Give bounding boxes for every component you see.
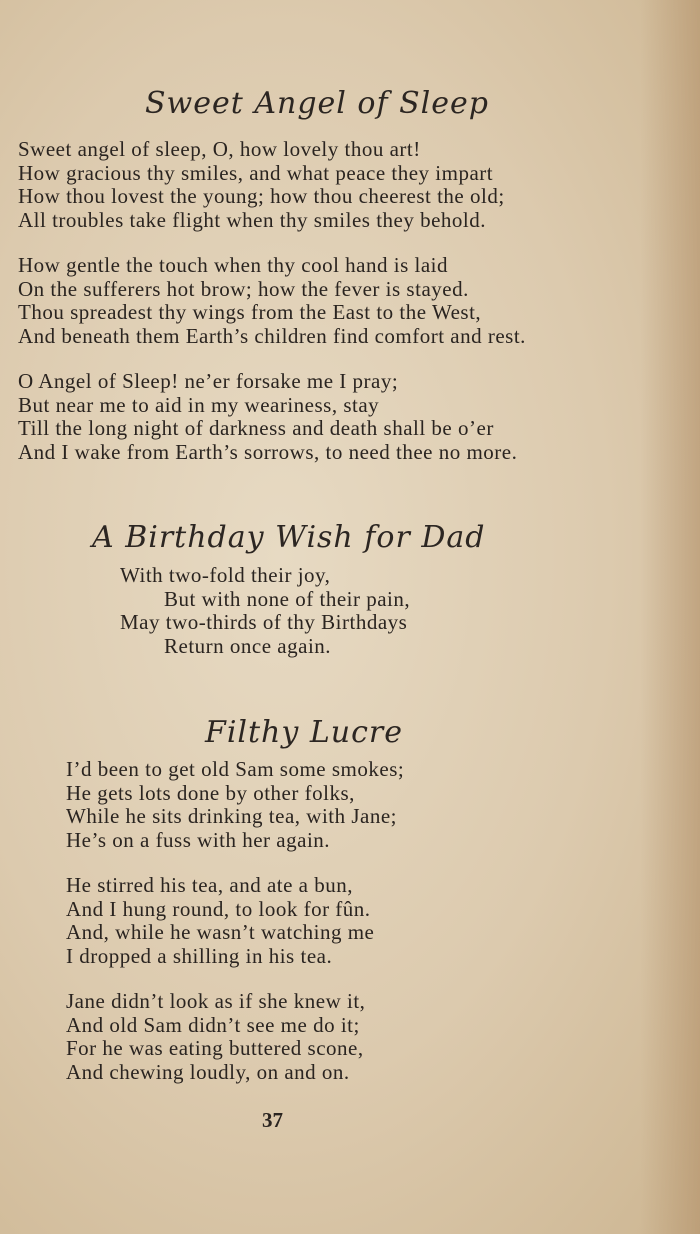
poem-line: On the sufferers hot brow; how the fever is stayed.	[18, 276, 469, 301]
stanza-gap	[18, 348, 526, 370]
poem-line: While he sits drinking tea, with Jane;	[66, 804, 398, 828]
poem-line: I dropped a shilling in his tea.	[66, 943, 333, 968]
poem-line: And old Sam didn’t see me do it;	[66, 1012, 360, 1037]
poem-body-sweet-angel	[18, 138, 526, 464]
poem-line: And I hung round, to look for fûn.	[66, 896, 371, 921]
poem-body-filthy-lucre	[66, 758, 404, 1084]
poem-line: I’d been to get old Sam some smokes;	[66, 757, 405, 781]
poem-line: May two-thirds of thy Birthdays	[120, 610, 408, 634]
poem-line: And I wake from Earth’s sorrows, to need thee no more.	[18, 439, 518, 464]
poem-line: He gets lots done by other folks,	[66, 780, 355, 805]
poem-title-birthday-wish: A Birthday Wish for Dad	[92, 520, 486, 555]
poem-line: All troubles take flight when thy smiles they behold.	[18, 207, 487, 232]
poem-line: And, while he wasn’t watching me	[66, 920, 375, 944]
stanza-gap	[18, 232, 526, 254]
poem-line: And beneath them Earth’s children find comfort and rest.	[18, 323, 526, 348]
poem-line: How gentle the touch when thy cool hand is laid	[18, 253, 448, 277]
poem-line: Jane didn’t look as if she knew it,	[66, 989, 366, 1013]
stanza-gap	[66, 968, 404, 990]
poem-line: He’s on a fuss with her again.	[66, 827, 331, 852]
poem-line: Thou spreadest thy wings from the East to the West,	[18, 300, 482, 324]
poem-line: With two-fold their joy,	[120, 563, 331, 587]
poem-title-filthy-lucre: Filthy Lucre	[205, 715, 404, 750]
poem-line: But with none of their pain,	[164, 586, 411, 611]
poem-title-sweet-angel: Sweet Angel of Sleep	[145, 86, 489, 121]
poem-line: How thou lovest the young; how thou cheerest the old;	[18, 184, 505, 208]
poem-line: Till the long night of darkness and death shall be o’er	[18, 416, 494, 440]
poem-line: For he was eating buttered scone,	[66, 1036, 364, 1060]
poem-line: He stirred his tea, and ate a bun,	[66, 873, 353, 897]
page-number: 37	[262, 1108, 283, 1132]
poem-line: Return once again.	[164, 633, 332, 658]
poem-line: How gracious thy smiles, and what peace they impart	[18, 160, 494, 185]
poem-line: O Angel of Sleep! ne’er forsake me I pray;	[18, 369, 399, 393]
poem-line: Sweet angel of sleep, O, how lovely thou art!	[18, 137, 421, 161]
poem-line: And chewing loudly, on and on.	[66, 1059, 350, 1084]
page-edge-shadow	[640, 0, 700, 1234]
poem-body-birthday-wish	[120, 564, 410, 658]
stanza-gap	[66, 852, 404, 874]
poem-line: But near me to aid in my weariness, stay	[18, 392, 380, 417]
